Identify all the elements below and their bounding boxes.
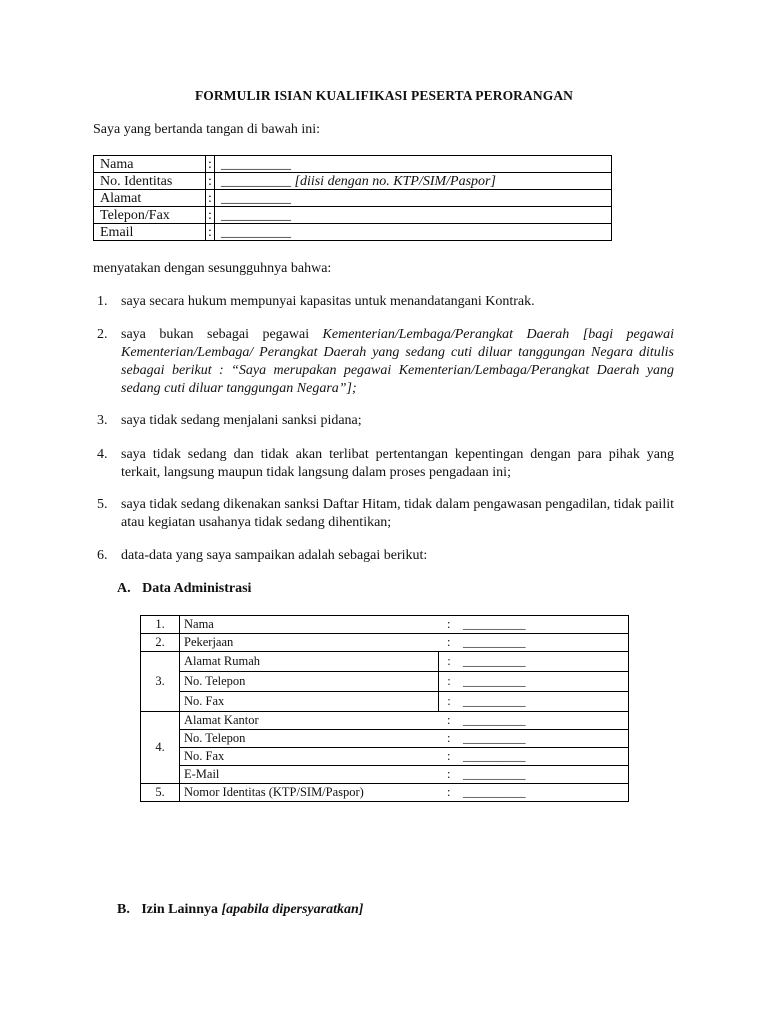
field-colon: : [439, 730, 460, 748]
identity-label: Telepon/Fax [94, 207, 206, 224]
list-text: saya secara hukum mempunyai kapasitas untuk menandatangani Kontrak. [121, 294, 535, 309]
identity-label: Nama [94, 156, 206, 173]
field-value: __________ [459, 616, 629, 634]
list-text: saya tidak sedang menjalani sanksi pidana; [121, 413, 362, 428]
field-value: __________ [459, 748, 629, 766]
field-label: Nama [180, 616, 439, 634]
table-row [141, 730, 629, 748]
identity-row [94, 173, 612, 190]
identity-colon: : [206, 190, 215, 207]
field-label: No. Fax [180, 692, 439, 712]
field-value: __________ [459, 634, 629, 652]
field-label: E-Mail [180, 766, 439, 784]
list-text-plain: saya bukan sebagai pegawai [121, 327, 323, 342]
field-colon: : [439, 766, 460, 784]
table-row [141, 766, 629, 784]
identity-value-cell [215, 173, 612, 190]
form-title: FORMULIR ISIAN KUALIFIKASI PESERTA PERORANGAN [194, 88, 574, 103]
field-label: Pekerjaan [180, 634, 439, 652]
identity-label: Email [94, 224, 206, 241]
intro-text: Saya yang bertanda tangan di bawah ini: [93, 122, 321, 137]
list-number: 2. [97, 327, 108, 342]
identity-value: __________ [221, 207, 291, 223]
table-row [141, 672, 629, 692]
list-text-italic: Kementerian/Lembaga/Perangkat Daerah [bagi pegawai Kementerian/Lembaga/ Perangkat Daerah yang sedang cuti diluar tanggungan Negara ditulis sebagai berikut : “Saya merupakan pegawai Kementerian/Lembaga/Perangkat Daerah yang sedang cuti diluar tanggungan Negara”]; [121, 327, 674, 396]
field-label: Alamat Kantor [180, 712, 439, 730]
admin-data-table [140, 615, 629, 802]
field-colon: : [439, 616, 460, 634]
list-text: saya tidak sedang dan tidak akan terlibat pertentangan kepentingan dengan para pihak yang terkait, langsung maupun tidak langsung dalam proses pengadaan ini; [121, 447, 674, 480]
section-b-title: Izin Lainnya [141, 902, 218, 917]
identity-label: Alamat [94, 190, 206, 207]
section-b-letter: B. [117, 902, 130, 917]
field-label: Nomor Identitas (KTP/SIM/Paspor) [184, 785, 364, 799]
row-number: 5. [141, 784, 180, 802]
identity-value-cell [215, 156, 612, 173]
identity-value-cell [215, 207, 612, 224]
identity-row [94, 224, 612, 241]
field-label: No. Telepon [180, 672, 439, 692]
row-number: 4. [141, 712, 180, 784]
field-value: __________ [459, 652, 629, 672]
section-b-note: [apabila dipersyaratkan] [221, 902, 364, 917]
field-value: __________ [459, 730, 629, 748]
list-text: data-data yang saya sampaikan adalah sebagai berikut: [121, 548, 428, 563]
section-a-letter: A. [117, 581, 131, 596]
list-text: saya tidak sedang dikenakan sanksi Daftar Hitam, tidak dalam pengawasan pengadilan, tidak pailit atau kegiatan usahanya tidak sedang dihentikan; [121, 497, 674, 530]
table-row [141, 748, 629, 766]
identity-colon: : [206, 173, 215, 190]
field-colon: : [439, 748, 460, 766]
identity-label: No. Identitas [94, 173, 206, 190]
identity-colon: : [206, 207, 215, 224]
section-b-heading [117, 902, 363, 918]
field-value: __________ [463, 785, 526, 799]
identity-colon: : [206, 156, 215, 173]
identity-value-cell [215, 190, 612, 207]
identity-value: __________ [221, 190, 291, 206]
field-label: No. Telepon [180, 730, 439, 748]
list-number: 3. [97, 413, 108, 428]
list-text [121, 326, 674, 398]
identity-row [94, 207, 612, 224]
field-label: Alamat Rumah [180, 652, 439, 672]
field-colon: : [447, 785, 451, 799]
identity-colon: : [206, 224, 215, 241]
field-colon: : [439, 634, 460, 652]
list-number: 5. [97, 497, 108, 512]
table-row [141, 712, 629, 730]
field-colon: : [439, 672, 460, 692]
field-colon: : [439, 712, 460, 730]
identity-value: __________ [221, 224, 291, 240]
table-row [141, 616, 629, 634]
field-value: __________ [459, 672, 629, 692]
identity-note: [diisi dengan no. KTP/SIM/Paspor] [294, 173, 496, 189]
declaration-text: menyatakan dengan sesungguhnya bahwa: [93, 261, 332, 276]
table-row [141, 784, 629, 802]
field-value: __________ [459, 692, 629, 712]
list-number: 4. [97, 447, 108, 462]
field-label: No. Fax [180, 748, 439, 766]
table-row [141, 692, 629, 712]
row-number: 3. [141, 652, 180, 712]
field-value: __________ [459, 766, 629, 784]
identity-value: __________ [221, 156, 291, 172]
field-value: __________ [459, 712, 629, 730]
identity-row [94, 190, 612, 207]
field-colon: : [439, 692, 460, 712]
identity-value: __________ [221, 173, 291, 189]
identity-table [93, 155, 612, 241]
table-row [141, 652, 629, 672]
row-number: 1. [141, 616, 180, 634]
section-a-title: Data Administrasi [142, 581, 252, 596]
identity-value-cell [215, 224, 612, 241]
list-number: 1. [97, 294, 108, 309]
table-row [141, 634, 629, 652]
row-number: 2. [141, 634, 180, 652]
list-number: 6. [97, 548, 108, 563]
section-a-heading [117, 581, 251, 597]
field-colon: : [439, 652, 460, 672]
identity-row [94, 156, 612, 173]
